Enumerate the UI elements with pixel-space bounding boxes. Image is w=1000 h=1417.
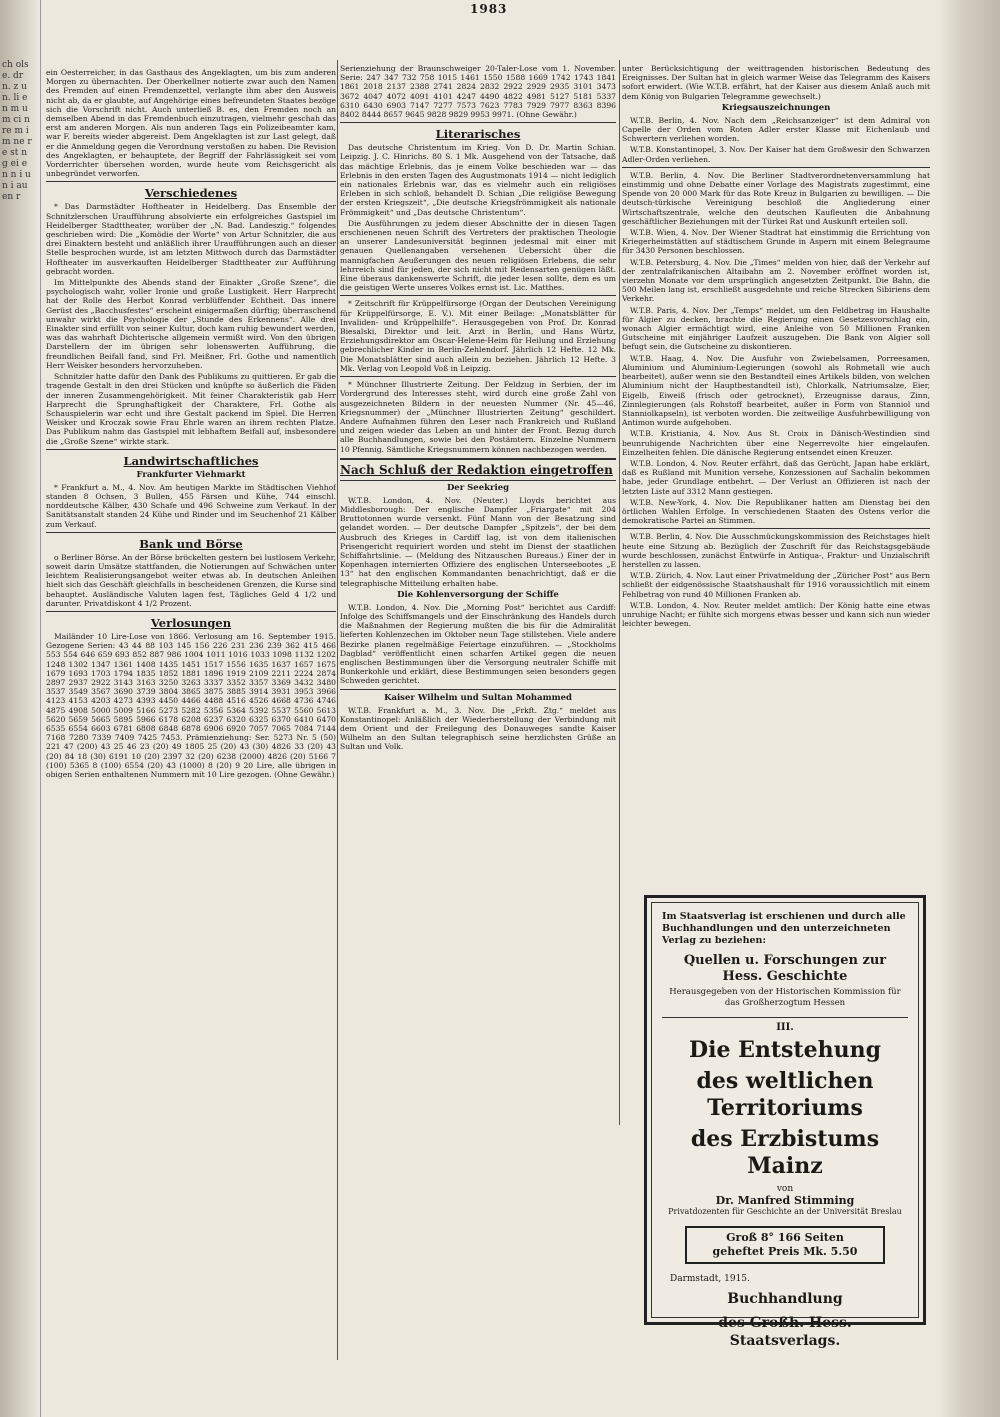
divider [46,611,336,612]
section-heading-landwirtschaftliches: Landwirtschaftliches [123,453,259,468]
section-heading-verschiedenes: Verschiedenes [144,186,238,201]
news-item: W.T.B. Haag, 4. Nov. Die Ausfuhr von Zwiebelsamen, Porreesamen, Aluminium und Aluminium-Legierungen (sowohl als Rohmetall wie auch bearbeitet), außer wenn sie den Bestandteil eines Artikels bilden, von welchen Aluminium nicht der Hauptbestandteil ist), Chlorkalk, Natriumsalze, Eier, Eigelb, Eiweiß (frisch oder getrocknet), Erzeugnisse daraus, Zinn, Zinnlegierungen (als Rohstoff bearbeitet, außer in Form von Stanniol und Stanniolkapseln), ist verboten worden. Die zeitweilige Ausfuhrbewilligung von Antimon wurde aufgehoben. [622,353,930,428]
article-paragraph: W.T.B. Frankfurt a. M., 3. Nov. Die „Frkft. Ztg.“ meldet aus Konstantinopel: Anläßlich der Wiederherstellung der Verbindung mit dem Orient und der Freilegung des Donauweges sandte Kaiser Wilhelm an den Sultan telegraphisch seine herzlichsten Grüße an Sultan und Volk. [340,705,616,752]
subheading-seekrieg: Der Seekrieg [446,482,510,493]
article-paragraph: Das deutsche Christentum im Krieg. Von D. Dr. Martin Schian. Leipzig. J. C. Hinrichs. 80 S. 1 Mk. Ausgehend von der Tatsache, daß das mächtige Erlebnis, das je einem Volke beschieden war — das Erlebnis in den ersten Tagen des Augustmonats 1914 — nicht lediglich ein nationales Erlebnis war, das es vielmehr auch ein religiöses Erleben in sich schloß, behandelt D. Schian „Die religiöse Bewegung der ersten Kriegszeit“, „Die deutsche Kriegsfrömmigkeit als nationale Frömmigkeit“ und „Das deutsche Christentum“. [340,143,616,217]
article-paragraph: W.T.B. London, 4. Nov. Die „Morning Post“ berichtet aus Cardiff: Infolge des Schiffsmangels und der Einschränkung des Handels durch die Maßnahmen der Regierung mußten die bis für die Admiralität lieferten Kohlenzechen im Oktober neun Tage stillstehen. Viele andere Bezirke planen regelmäßige Feiertage einzuführen. — „Stockholms Dagblad“ veröffentlicht einen scharfen Artikel gegen die neuen englischen Bestimmungen über die Versorgung neutraler Schiffe mit Bunkerkohle und erklärt, diese Bestimmungen seien besonders gegen Schweden gerichtet. [340,602,616,686]
lottery-numbers: Serienziehung der Braunschweiger 20-Taler-Lose vom 1. November. Serie: 247 347 732 758 1015 1461 1550 1588 1669 1742 1743 1841 1861 2018 2137 2388 2741 2824 2832 2922 2929 2935 3101 3473 3672 4047 4072 4091 4101 4247 4490 4822 4981 5127 5181 5337 6310 6430 6903 7147 7277 7573 7623 7783 7929 7977 8363 8396 8402 8444 8657 9645 9828 9829 9953 9971. (Ohne Gewähr.) [340,64,616,120]
right-page-edge [938,0,1000,1417]
spine-text: ch ols e. dr n. z u n. li e n m u m ci n re m i m ne re st ng ei en n i u n i au en r [2,60,32,202]
binding-spine [0,0,41,1417]
news-item: W.T.B. Petersburg, 4. Nov. Die „Times“ melden von hier, daß der Verkehr auf der zentralafrikanischen Altaibahn am 2. November eröffnet worden ist, vierzehn Monate vor dem ursprünglich angesetzten Zeitpunkt. Die Bahn, die 500 Meilen lang ist, erschließt ausgedehnte und reiche Strecken Sibiriens dem Verkehr. [622,257,930,304]
ad-intro: Im Staatsverlag ist erschienen und durch alle Buchhandlungen und den unterzeichneten Verlag zu beziehen: [662,911,906,946]
article-paragraph: Im Mittelpunkte des Abends stand der Einakter „Große Szene“, die psychologisch wahr, voller Ironie und große Lustigkeit. Herr Harprecht hat der Rolle des Herbot Konrad verblüffender Echtheit. Das innere Gerüst des „Bacchusfestes“ erscheint einigermaßen dürftig; überraschend unwahr wirkt die Psychologie der „Stunde des Erkennens“. Alle drei Einakter sind erfüllt von seiner Kultur, doch kam ruhig bewundert werden, was das wahrhaft Dichterische allgemein vermißt wird. Von den übrigen Darstellern der im übrigen sehr lobenswerten Aufführung, die freundlichen Beifall fand, sind Frl. Meißner, Frl. Gothe und namentlich Herr Weisker besonders hervorzuheben. [46,278,336,370]
ad-publisher-line-1: Buchhandlung [727,1291,843,1307]
ad-author-title: Privatdozenten für Geschichte an der Universität Breslau [668,1207,902,1216]
article-paragraph: Schnitzler hatte dafür den Dank des Publikums zu quittieren. Er gab die tragende Gestalt in den drei Stücken und knüpfte so äußerlich die Fäden der inneren Zusammengehörigkeit. Mit feiner Charakteristik gab Herr Harprecht die Sprunghaftigkeit der Charaktere, Frl. Gothe als Schauspielerin war echt und ihre Gestalt packend im Spiel. Die Herren Weisker und Kroczak sowie Frau Ehrle waren an ihrem rechten Platze. Das Publikum nahm das Gastspiel mit lebhaftem Beifall auf, insbesondere die „Große Szene“ wirkte stark. [46,372,336,446]
article-text: ein Oesterreicher, in das Gasthaus des Angeklagten, um bis zum anderen Morgen zu übernachten. Der Oberkellner notierte zwar auch den Namen des Fremden auf einen Fremdenzettel, verlangte ihm aber den Ausweis nicht ab, da er glaubte, auf Angehörige eines befreundeten Staates bezöge sich die Vorschrift nicht. Auch unterließ B. es, den Fremden noch an demselben Abend in das Fremdenbuch einzutragen, vielmehr geschah das erst am anderen Morgen. Als nun anderen Tags ein Polizeibeamter kam, war F. bereits wieder abgereist. Dem Angeklagten ist zur Last gelegt, daß er die Anmeldung gegen die Verordnung verstoßen zu haben. Die Revision des Angeklagten, er behauptete, der Begriff der Fahrlässigkeit sei vom Vorderrichter übersehen worden, wurde heute vom Reichsgericht als unbegründet verworfen. [46,68,336,179]
ad-book-title-line-2: des weltlichen Territoriums [696,1068,874,1121]
ad-frame [651,902,919,1349]
divider [340,295,616,296]
article-paragraph: W.T.B. London, 4. Nov. (Neuter.) Lloyds berichtet aus Middlesborough: Der englische Dampfer „Friargate“ mit 204 Bruttotonnen wurde versenkt. Fünf Mann von der Besatzung sind gelandet worden. — Der deutsche Dampfer „Spitzels“, der bei dem Ausbruch des Krieges in Cardiff lag, ist von dem italienischen Prisengericht requiriert worden und steht im Dienst der staatlichen Schiffahrtslinie. — (Meldung des Nitzauschen Bureaus.) Einer der in Kopenhagen internierten Offiziere des englischen Unterseebootes „E 13“ hat den englischen Kommandanten benachrichtigt, daß er die telegraphische Mitteilung erhalten habe. [340,495,616,588]
divider [340,122,616,123]
ad-series-title: Quellen u. Forschungen zur Hess. Geschichte [683,953,887,984]
page-number: 1983 [470,2,508,16]
divider [46,532,336,533]
article-text: unter Berücksichtigung der weittragenden historischen Bedeutung des Ereignisses. Der Sultan hat in gleich warmer Weise das Telegramm des Kaisers sofort erwidert. (Wie W.T.B. erfährt, hat der Kaiser aus diesem Anlaß auch mit dem König von Bulgarien Telegramme gewechselt.) [622,64,930,101]
article-paragraph: W.T.B. Konstantinopel, 3. Nov. Der Kaiser hat dem Großwesir den Schwarzen Adler-Orden verliehen. [622,145,930,164]
article-paragraph: Die Ausführungen zu jedem dieser Abschnitte der in diesen Tagen erschienenen neuen Schrift des Vertreters der praktischen Theologie an unserer Landesuniversität beginnen jedesmal mit einer mit genauen Quellenangaben versehenen Uebersicht über die mannigfachen Aeußerungen des neuen religiösen Erlebens, die sehr lehrreich sind für jeden, der sich nicht mit Redensarten genügen läßt. Eine überaus dankenswerte Schrift, die jeder lesen sollte, dem es um die geistigen Werte unseres Volkes ernst ist. Lic. Matthes. [340,218,616,293]
lottery-numbers: Mailänder 10 Lire-Lose von 1866. Verlosung am 16. September 1915. Gezogene Serien: 43 44 88 103 145 156 226 231 236 239 362 415 466 553 554 646 659 693 852 887 986 1004 1011 1016 1033 1098 1132 1202 1248 1302 1347 1361 1408 1435 1451 1517 1556 1635 1637 1657 1675 1679 1693 1703 1794 1835 1852 1881 1896 1919 2109 2211 2224 2874 2897 2937 2922 3143 3163 3250 3263 3337 3352 3357 3369 3432 3480 3537 3549 3567 3690 3739 3804 3865 3875 3885 3914 3931 3953 3966 4123 4153 4203 4273 4393 4450 4466 4488 4516 4526 4668 4736 4746 4875 4908 5000 5009 5166 5273 5282 5356 5364 5392 5537 5560 5613 5620 5659 5665 5895 5966 6178 6208 6237 6320 6325 6370 6410 6470 6535 6554 6603 6781 6808 6848 6878 6906 6920 7057 7065 7084 7144 7168 7280 7339 7409 7425 7453. Prämienziehung: Ser. 5273 Nr. 5 (50) 221 47 (200) 43 25 46 23 (20) 49 1805 25 (20) 43 (30) 4826 33 (20) 43 (20) 84 18 (30) 6191 10 (20) 2397 32 (20) 6238 (2000) 4826 (20) 5166 7 (100) 5365 8 (100) 6554 (20) 43 (1000) 8 (20) 9 20 Lire, alle übrigen in obigen Serien enthaltenen Nummern mit 10 Lire gezogen. (Ohne Gewähr.) [46,631,336,779]
ad-price-box [685,1226,885,1264]
section-heading-verlosungen: Verlosungen [150,615,232,630]
news-item: W.T.B. Wien, 4. Nov. Der Wiener Stadtrat hat einstimmig die Errichtung von Kriegerheimstätten auf städtischem Grunde in Aspern mit einem Belegraume für 3430 Personen beschlossen. [622,228,930,256]
ad-place-date: Darmstadt, 1915. [670,1274,750,1284]
news-item: W.T.B. Zürich, 4. Nov. Laut einer Privatmeldung der „Züricher Post“ aus Bern schließt der eidgenössische Staatshaushalt für 1916 voraussichtlich mit einem Fehlbetrag von rund 40 Millionen Franken ab. [622,571,930,599]
news-item: W.T.B. Berlin, 4. Nov. Die Berliner Stadtverordnetenversammlung hat einstimmig und ohne Debatte einer Vorlage des Magistrats zugestimmt, eine Spende von 20 000 Mark für das Rote Kreuz in Bulgarien zu bewilligen. — Die deutsch-türkische Vereinigung beschloß die Angliederung einer Wirtschaftszentrale, welche den deutschen Kaufleuten die Anbahnung geschäftlicher Beziehungen mit der Türkei Rat und Auskunft erteilen soll. [622,170,930,226]
news-item: W.T.B. New-York, 4. Nov. Die Republikaner hatten am Dienstag bei den örtlichen Wahlen Erfolge. In verschiedenen Staaten des Ostens verlor die demokratische Partei an Stimmen. [622,497,930,526]
article-paragraph: * Frankfurt a. M., 4. Nov. Am heutigen Markte im Städtischen Viehhof standen 8 Ochsen, 3 Bullen, 455 Färsen und Kühe, 744 einschl. norddeutsche Kälber, 430 Schafe und 496 Schweine zum Verkauf. In der Sanitätsanstalt standen 24 Kühe und Rinder und im Seuchenhof 21 Kälber zum Verkauf. [46,482,336,529]
section-heading-literarisches: Literarisches [435,127,521,142]
ad-book-title-line-3: des Erzbistums Mainz [690,1126,880,1179]
news-item: W.T.B. Berlin, 4. Nov. Die Ausschmückungskommission des Reichstages hielt heute eine Sitzung ab. Bezüglich der Zuschrift für das Reichstagsgebäude wurde beschlossen, zunächst Entwürfe in Antiqua-, Fraktur- und Unzialschrift herstellen zu lassen. [622,532,930,569]
article-paragraph: * Münchner Illustrierte Zeitung. Der Feldzug in Serbien, der im Vordergrund des Interesses steht, wird durch eine große Zahl von ausgezeichneten Bildern in der neuesten Nummer (Nr. 45—46, Kriegsnummer) der „Münchner Illustrierten Zeitung“ geschildert. Andere Aufnahmen führen den Leser nach Frankreich und Rußland und zeigen wieder das Leben an und hinter der Front. Bezug durch alle Buchhandlungen, sowie bei den Postämtern. Einzelne Nummern 10 Pfennig. Sämtliche Kriegsnummern können nachbezogen werden. [340,380,616,454]
column-2 [340,64,616,1114]
article-paragraph: * Das Darmstädter Hoftheater in Heidelberg. Das Ensemble der Schnitzlerschen Uraufführung absolvierte ein erfolgreiches Gastspiel im Heidelberger Stadttheater, worüber der „N. Bad. Landeszig.“ folgendes geschrieben wird: Die „Komödie der Worte“ von Artur Schnitzler, die aus drei Einaktern besteht und anläßlich ihrer Uraufführungen auch an dieser Stelle besprochen wurde, ist am letzten Mittwoch durch das Darmstädter Hoftheater im ausverkauften Heidelberger Stadttheater zur Aufführung gebracht worden. [46,202,336,276]
subheading-viehmarkt: Frankfurter Viehmarkt [136,469,246,480]
ad-publisher-line-2: des Großh. Hess. Staatsverlags. [718,1315,852,1349]
ad-author: Dr. Manfred Stimming [715,1194,855,1207]
ad-format: Groß 8° 166 Seiten [726,1231,844,1244]
divider [46,181,336,182]
news-item: W.T.B. London, 4. Nov. Reuter meldet amtlich: Der König hatte eine etwas unruhige Nacht; er fühlte sich morgens etwas besser und kann sich nun wieder leichter bewegen. [622,600,930,629]
divider [340,689,616,690]
article-paragraph: W.T.B. Berlin, 4. Nov. Nach dem „Reichsanzeiger“ ist dem Admiral von Capelle der Orden vom Roten Adler erster Klasse mit Eichenlaub und Schwertern verliehen worden. [622,115,930,144]
divider [340,376,616,377]
column-1 [46,68,336,1363]
subheading-kohlen: Die Kohlenversorgung der Schiffe [397,589,559,600]
late-news-banner: Nach Schluß der Redaktion eingetroffen [340,458,616,481]
ad-divider [662,1017,908,1018]
article-paragraph: * Zeitschrift für Krüppelfürsorge (Organ der Deutschen Vereinigung für Krüppelfürsorge, E. V.). Mit einer Beilage: „Monatsblätter für Invaliden- und Krüppelhilfe“. Herausgegeben von Prof. Dr. Konrad Biesalski, Direktor und leit. Arzt in Berlin, und Hans Würtz, Erziehungsdirektor am Oscar-Helene-Heim für Heilung und Erziehung gebrechlicher Kinder in Berlin-Zehlendorf. Jährlich 12 Hefte. 12 Mk. Die Monatsblätter sind auch allein zu beziehen. Jährlich 12 Hefte. 3 Mk. Verlag von Leopold Voß in Leipzig. [340,299,616,373]
ad-volume-number: III. [776,1022,794,1033]
subheading-kaiser: Kaiser Wilhelm und Sultan Mohammed [384,692,572,703]
news-item: W.T.B. Kristiania, 4. Nov. Aus St. Croix in Dänisch-Westindien sind beunruhigende Nachrichten über eine Negerrevolte hier eingelaufen. Einzelheiten fehlen. Die dänische Regierung entsendet einen Kreuzer. [622,429,930,457]
column-rule-1 [337,60,338,1360]
column-3 [622,64,930,824]
divider [622,528,930,529]
subheading-kriegsauszeichnungen: Kriegsauszeichnungen [721,102,831,113]
book-advertisement [644,895,926,1349]
column-rule-2 [619,60,620,1125]
article-paragraph: o Berliner Börse. An der Börse bröckelten gestern bei lustlosem Verkehr, soweit darin Umsätze stattfanden, die Notierungen auf Schwächen unter leichtem Realisierungsangebot weiter etwas ab. In deutschen Anleihen hielt sich das Geschäft gleichfalls in bescheidenen Grenzen, die Kurse sind behauptet. Ausländische Valuten lagen fest, Tägliches Geld 4 1/2 und darunter. Privatdiskont 4 1/2 Prozent. [46,552,336,608]
divider [622,167,930,168]
ad-series-subtitle: Herausgegeben von der Historischen Kommission für das Großherzogtum Hessen [669,987,901,1008]
ad-price: geheftet Preis Mk. 5.50 [712,1245,858,1258]
news-item: W.T.B. Paris, 4. Nov. Der „Temps“ meldet, um den Feldbetrag im Haushalte für Algier zu decken, brachte die Regierung einen Gesetzesvorschlag ein, wonach Algier ermächtigt wird, eine Anleihe von 50 Millionen Franken Gutscheine mit einjähriger Laufzeit auszugeben. Die Bank von Algier soll befugt sein, die Gutscheine zu diskontieren. [622,305,930,352]
divider [46,449,336,450]
ad-by: von [776,1184,794,1194]
section-heading-bank: Bank und Börse [139,536,243,551]
news-item: W.T.B. London, 4. Nov. Reuter erfährt, daß das Gerücht, Japan habe erklärt, daß es Rußland mit Munition versehe, Konzessionen auf Sachalin bekommen habe, jeder Grundlage entbehrt. — Der Verlust an Offizieren ist nach der letzten Liste auf 3312 Mann gestiegen. [622,458,930,496]
ad-book-title-line-1: Die Entstehung [689,1037,881,1063]
